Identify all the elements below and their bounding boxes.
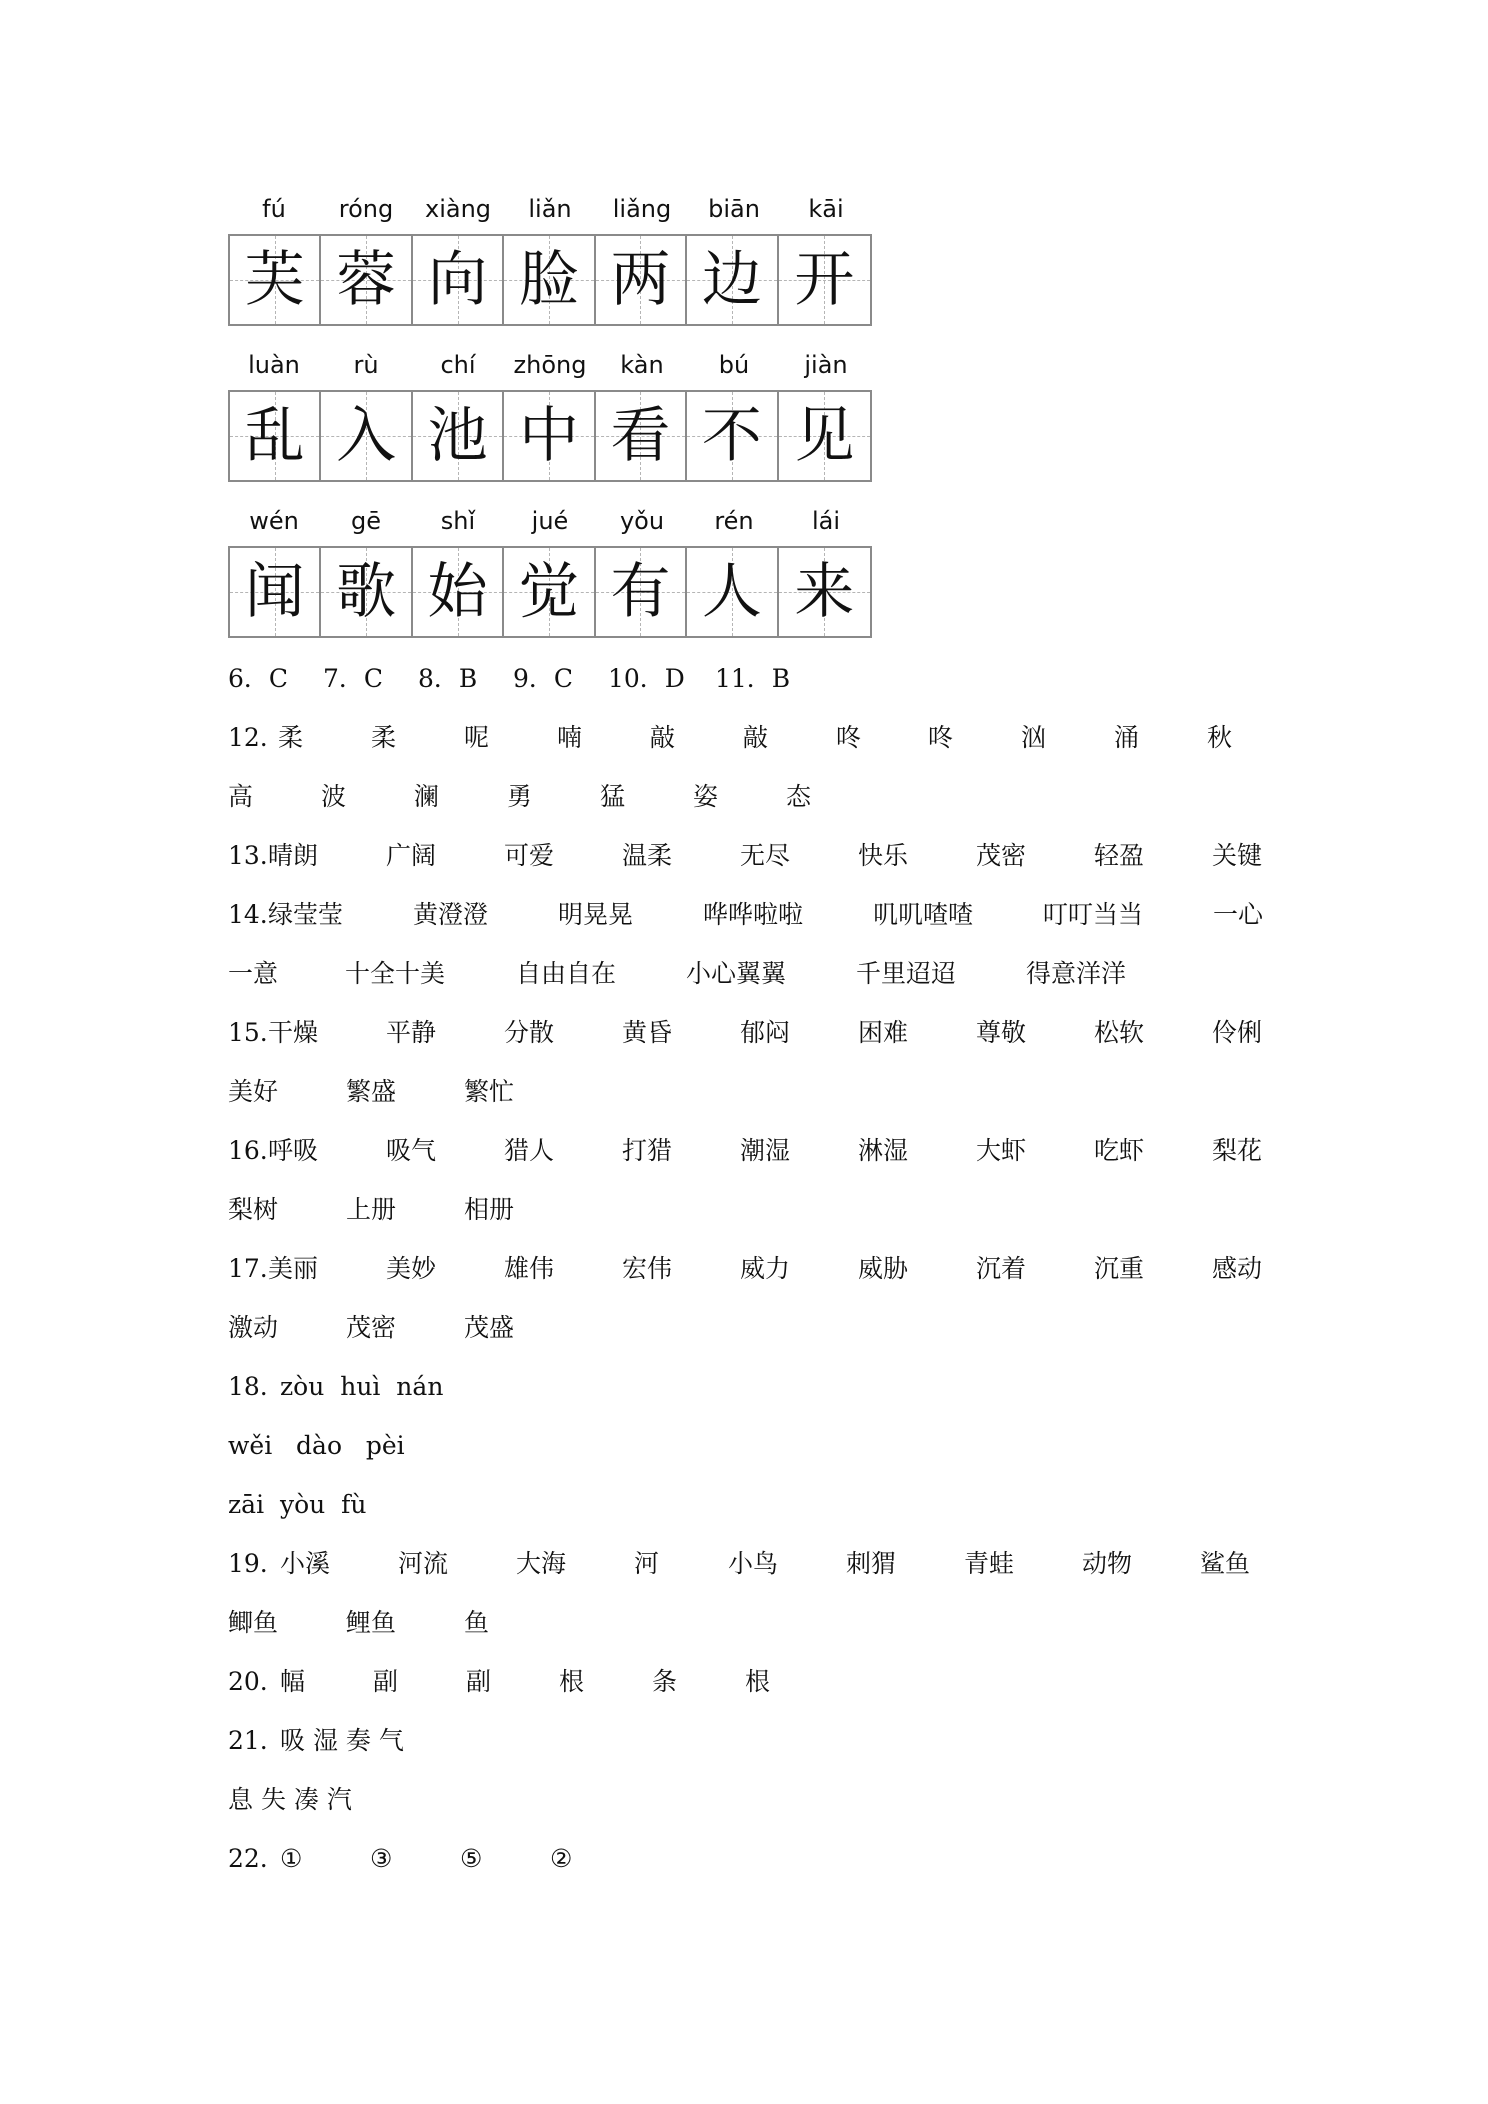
answer-item: 平静 — [386, 1018, 437, 1047]
character: 边 — [701, 245, 762, 315]
character: 两 — [610, 245, 671, 315]
character: 中 — [519, 401, 580, 471]
tianzige-cell — [596, 236, 687, 324]
answer-item: 敲 — [650, 723, 676, 752]
answer-item: 副 — [373, 1667, 399, 1696]
answer-item: 黄澄澄 — [413, 900, 489, 929]
answer-item: 咚 — [836, 723, 862, 752]
answer-item: 柔 — [371, 723, 397, 752]
answer-item: 得意洋洋 — [1026, 959, 1127, 988]
pinyin: jué — [531, 507, 569, 535]
answer-item: 千里迢迢 — [856, 959, 957, 988]
answer-item: 梨花 — [1212, 1136, 1263, 1165]
answer-item: 7．C — [323, 664, 384, 693]
question-number: 18. — [228, 1372, 268, 1401]
answer-item: 十全十美 — [345, 959, 446, 988]
answer-item: 喃 — [557, 723, 583, 752]
tianzige-cell — [321, 236, 412, 324]
tianzige-cell — [504, 392, 595, 480]
answer-item: 鲨鱼 — [1200, 1549, 1251, 1578]
answer-item: 动物 — [1082, 1549, 1133, 1578]
answer-item: 一意 — [228, 959, 279, 988]
answer-item: 呢 — [464, 723, 490, 752]
answer-item: 美妙 — [386, 1254, 437, 1283]
answer-item: 美丽 — [268, 1254, 319, 1283]
answer-item: 波 — [321, 782, 347, 811]
answer-item: 美好 — [228, 1077, 279, 1106]
answer-item: ③ — [370, 1844, 393, 1873]
pinyin: luàn — [248, 351, 300, 379]
answer-item: 敲 — [743, 723, 769, 752]
answer-item: 关键 — [1212, 841, 1263, 870]
answer-item: 吃虾 — [1094, 1136, 1145, 1165]
question-number: 19. — [228, 1549, 268, 1578]
answer-item: 鲫鱼 — [228, 1608, 279, 1637]
pinyin: fú — [262, 195, 286, 223]
answer-item: 快乐 — [858, 841, 909, 870]
question-number: 15. — [228, 1018, 268, 1047]
pinyin: liǎn — [528, 195, 572, 223]
pinyin-row — [228, 506, 872, 536]
tianzige-cell — [413, 548, 504, 636]
question-number: 20. — [228, 1667, 268, 1696]
answer-item: wěi dào pèi — [228, 1431, 405, 1460]
character: 来 — [794, 557, 855, 627]
answer-item: 息 失 凑 汽 — [228, 1785, 352, 1814]
answer-item: 副 — [466, 1667, 492, 1696]
answer-item: 秋 — [1207, 723, 1233, 752]
tianzige-cell — [230, 392, 321, 480]
answer-item: 晴朗 — [268, 841, 319, 870]
answer-item: 涌 — [1114, 723, 1140, 752]
answer-item: 鲤鱼 — [346, 1608, 397, 1637]
pinyin-row — [228, 194, 872, 224]
answer-item: 大虾 — [976, 1136, 1027, 1165]
answer-item: 勇 — [507, 782, 533, 811]
answer-item: 茂密 — [976, 841, 1027, 870]
question-number: 14. — [228, 900, 268, 929]
answer-item: 吸气 — [386, 1136, 437, 1165]
tianzige-cell — [413, 392, 504, 480]
pinyin: wén — [249, 507, 299, 535]
character: 歌 — [336, 557, 397, 627]
answer-item: 8．B — [418, 664, 478, 693]
answer-item: 哗哗啦啦 — [703, 900, 804, 929]
answer-item: 态 — [786, 782, 812, 811]
answer-item: 澜 — [414, 782, 440, 811]
answer-item: 松软 — [1094, 1018, 1145, 1047]
character: 看 — [610, 401, 671, 471]
answer-item: 吸 湿 奏 气 — [280, 1726, 404, 1755]
tianzige-cell — [230, 548, 321, 636]
pinyin: rù — [353, 351, 379, 379]
answer-item: 一心 — [1213, 900, 1264, 929]
answer-item: 打猎 — [622, 1136, 673, 1165]
character-row — [228, 546, 872, 638]
answer-item: 小心翼翼 — [686, 959, 787, 988]
answer-item: 茂密 — [346, 1313, 397, 1342]
tianzige-cell — [596, 392, 687, 480]
answer-item: 广阔 — [386, 841, 437, 870]
poem-grid-2 — [228, 350, 872, 482]
answer-item: 叮叮当当 — [1043, 900, 1144, 929]
pinyin: kāi — [808, 195, 844, 223]
pinyin-row — [228, 350, 872, 380]
answer-item: 沉着 — [976, 1254, 1027, 1283]
answer-item: 困难 — [858, 1018, 909, 1047]
answer-item: 呼吸 — [268, 1136, 319, 1165]
tianzige-cell — [321, 392, 412, 480]
answer-item: 9．C — [513, 664, 574, 693]
character: 脸 — [519, 245, 580, 315]
poem-grid-1 — [228, 194, 872, 326]
answer-item: 柔 — [278, 723, 304, 752]
answer-item: 条 — [652, 1667, 678, 1696]
character: 始 — [427, 557, 488, 627]
answer-item: 明晃晃 — [558, 900, 634, 929]
character: 蓉 — [336, 245, 397, 315]
answer-item: 相册 — [464, 1195, 515, 1224]
answer-item: 激动 — [228, 1313, 279, 1342]
tianzige-cell — [687, 392, 778, 480]
answer-item: 可爱 — [504, 841, 555, 870]
poem-grid-3 — [228, 506, 872, 638]
character: 开 — [794, 245, 855, 315]
question-number: 17. — [228, 1254, 268, 1283]
tianzige-cell — [779, 236, 870, 324]
answer-item: 沉重 — [1094, 1254, 1145, 1283]
answer-item: 上册 — [346, 1195, 397, 1224]
question-number: 22. — [228, 1844, 268, 1873]
answer-item: 威力 — [740, 1254, 791, 1283]
answer-item: 猎人 — [504, 1136, 555, 1165]
tianzige-cell — [504, 548, 595, 636]
answer-item: 干燥 — [268, 1018, 319, 1047]
answer-item: 轻盈 — [1094, 841, 1145, 870]
pinyin: xiàng — [424, 195, 492, 223]
answer-item: 小鸟 — [728, 1549, 779, 1578]
answer-item: 幅 — [280, 1667, 306, 1696]
question-number: 16. — [228, 1136, 268, 1165]
answer-item: 分散 — [504, 1018, 555, 1047]
pinyin: shǐ — [440, 507, 476, 535]
character: 见 — [794, 401, 855, 471]
answer-item: 10．D — [608, 664, 685, 693]
pinyin: rén — [714, 507, 754, 535]
answer-item: 茂盛 — [464, 1313, 515, 1342]
answer-item: 温柔 — [622, 841, 673, 870]
tianzige-cell — [596, 548, 687, 636]
answer-item: zòu huì nán — [280, 1372, 444, 1401]
answer-item: 威胁 — [858, 1254, 909, 1283]
tianzige-cell — [230, 236, 321, 324]
answer-item: 伶俐 — [1212, 1018, 1263, 1047]
character: 池 — [427, 401, 488, 471]
answer-item: ① — [280, 1844, 303, 1873]
answer-item: 自由自在 — [516, 959, 617, 988]
pinyin: yǒu — [619, 507, 665, 535]
pinyin: róng — [338, 195, 394, 223]
tianzige-cell — [687, 548, 778, 636]
question-number: 13. — [228, 841, 268, 870]
pinyin: chí — [440, 351, 476, 379]
question-number: 21. — [228, 1726, 268, 1755]
answer-item: 刺猬 — [846, 1549, 897, 1578]
tianzige-cell — [687, 236, 778, 324]
answer-item: 高 — [228, 782, 254, 811]
answer-item: 青蛙 — [964, 1549, 1015, 1578]
answer-item: 猛 — [600, 782, 626, 811]
answer-item: 河 — [634, 1549, 660, 1578]
pinyin: zhōng — [513, 351, 587, 379]
tianzige-cell — [779, 392, 870, 480]
character: 芙 — [244, 245, 305, 315]
answer-item: 郁闷 — [740, 1018, 791, 1047]
answer-item: 汹 — [1021, 723, 1047, 752]
pinyin: gē — [351, 507, 381, 535]
character: 有 — [610, 557, 671, 627]
tianzige-cell — [504, 236, 595, 324]
answer-item: 淋湿 — [858, 1136, 909, 1165]
answer-item: 无尽 — [740, 841, 791, 870]
answer-item: 繁盛 — [346, 1077, 397, 1106]
answer-item: 感动 — [1212, 1254, 1263, 1283]
character: 入 — [336, 401, 397, 471]
answer-item: 河流 — [398, 1549, 449, 1578]
tianzige-cell — [779, 548, 870, 636]
tianzige-cell — [413, 236, 504, 324]
answer-item: 大海 — [516, 1549, 567, 1578]
pinyin: kàn — [620, 351, 664, 379]
answer-item: 雄伟 — [504, 1254, 555, 1283]
character: 向 — [427, 245, 488, 315]
answer-item: 叽叽喳喳 — [873, 900, 974, 929]
tianzige-cell — [321, 548, 412, 636]
answer-item: 根 — [745, 1667, 771, 1696]
answer-item: ⑤ — [460, 1844, 483, 1873]
character-row — [228, 390, 872, 482]
pinyin: lái — [811, 507, 841, 535]
answer-item: 绿莹莹 — [268, 900, 344, 929]
character: 乱 — [244, 401, 305, 471]
answer-item: 小溪 — [280, 1549, 331, 1578]
answer-item: 黄昏 — [622, 1018, 673, 1047]
character-row — [228, 234, 872, 326]
answer-item: 6．C — [228, 664, 289, 693]
answer-item: 咚 — [928, 723, 954, 752]
character: 人 — [701, 557, 762, 627]
answer-item: zāi yòu fù — [228, 1490, 367, 1519]
answer-item: 宏伟 — [622, 1254, 673, 1283]
character: 觉 — [519, 557, 580, 627]
pinyin: liǎng — [612, 195, 672, 223]
answer-item: 繁忙 — [464, 1077, 515, 1106]
question-number: 12. — [228, 723, 268, 752]
answer-item: 11．B — [715, 664, 791, 693]
character: 闻 — [244, 557, 305, 627]
answer-item: 姿 — [693, 782, 719, 811]
answer-item: 鱼 — [464, 1608, 490, 1637]
answer-item: 潮湿 — [740, 1136, 791, 1165]
pinyin: bú — [718, 351, 750, 379]
pinyin: jiàn — [804, 351, 848, 379]
answer-item: 尊敬 — [976, 1018, 1027, 1047]
answer-item: 根 — [559, 1667, 585, 1696]
character: 不 — [701, 401, 762, 471]
answer-item: ② — [550, 1844, 573, 1873]
pinyin: biān — [708, 195, 760, 223]
answer-item: 梨树 — [228, 1195, 279, 1224]
